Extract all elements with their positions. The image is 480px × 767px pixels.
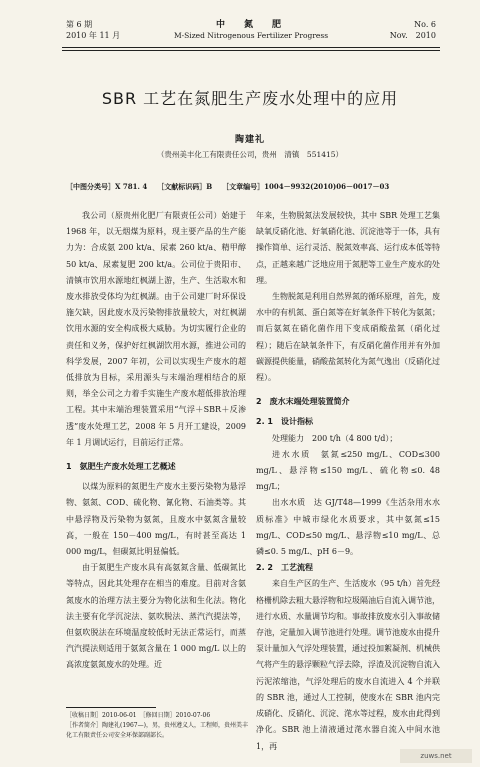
header-rule-thick [62,47,440,48]
journal-name-cn: 中 氮 肥 [215,20,286,30]
section-2-heading: 2 废水末端处理装置简介 [256,397,350,407]
footnote [66,711,251,741]
intro-paragraph: 我公司（原贵州化肥厂有限责任公司）始建于 1968 年，以无烟煤为原料，现主要产品的生产能力为：合成氨 200 kt/a、尿素 260 kt/a、精甲醇 50 kt/a、尿素复肥 200 kt/a。公司位于贵阳市、清镇市饮用水源地红枫湖上游，生产、生活取水和废水排放受体均为红枫湖。由于公司建厂时环保设施欠缺，因此废水及污染物排放量较大，对红枫湖饮用水源的安全构成极大威胁。为切实履行企业的责任和义务，保护好红枫湖饮用水源，推进公司的科学发展，2007 年初，公司以实现生产废水的超低排放为目标，采用源头与末端治理相结合的原则，举全公司之力着手实施生产废水超低排放治理工程。其中末端治理装置采用“气浮＋SBR＋反渗透”废水处理工艺，2008 年 5 月开工建设，2009 年 1 月调试运行，目前运行正常。 [66,211,246,447]
author-affiliation: （贵州美丰化工有限责任公司，贵州 清镇 551415） [156,150,344,159]
date-en: Nov. 2010 [389,31,436,40]
issue-cn: 第 6 期 [66,20,93,29]
footnote-rule [66,707,156,708]
watermark: zuws.net [400,749,472,763]
paragraph: 年来，生物脱氮法发展较快，其中 SBR 处理工艺集缺氧反硝化池、好氧硝化池、沉淀池等于一体，具有操作简单、运行灵活、脱氮效率高、运行成本低等特点，正越来越广泛地应用于氮肥等工业生产废水的处理。 [256,211,440,285]
article-title: SBR 工艺在氮肥生产废水处理中的应用 [101,89,399,108]
paragraph: 由于氮肥生产废水具有高氨氮含量、低碳氮比等特点，因此其处理存在相当的难度。目前对含氨氮废水的治理方法主要分为物化法和生化法。物化法主要有化学沉淀法、氨吹脱法、蒸汽汽提法等，但氨吹脱法在环境温度较低时无法正常运行，而蒸汽汽提法则适用于氨氮含量在 1 000 mg/L 以上的高浓度氨氮废水的处理。近 [66,563,246,670]
article-author: 陶建礼 [234,135,265,145]
running-header [66,17,436,47]
document-code: ［文献标识码］B [157,182,213,191]
classification-line [66,182,436,192]
journal-name-en: M-Sized Nitrogenous Fertilizer Progress [173,31,329,40]
received-dates: ［收稿日期］2010-06-01 ［修回日期］2010-07-06 [66,712,211,719]
right-column [256,208,440,755]
clc-number: ［中图分类号］X 781. 4 [66,182,148,191]
design-capacity: 处理能力 200 t/h（4 800 t/d）； [272,433,398,443]
date-cn: 2010 年 11 月 [66,31,121,40]
paragraph: 生物脱氮是利用自然界氮的循环原理，首先，废水中的有机氮、蛋白氮等在好氧条件下转化为氨氮；而后氨氮在硝化菌作用下变成硝酸盐氮（硝化过程）；随后在缺氧条件下，有反硝化菌作用并有外加碳源提供能量，硝酸盐氮转化为氮气逸出（反硝化过程）。 [256,292,440,383]
paragraph: 以煤为原料的氮肥生产废水主要污染物为悬浮物、氨氮、COD、硫化物、氰化物、石油类等。其中悬浮物及污染物为氨氮，且废水中氨氮含量较高，一般在 150－400 mg/L，有时甚至高达 1 000 mg/L，但碳氮比明显偏低。 [66,482,246,557]
section-1-heading: 1 氨肥生产废水处理工艺概述 [66,462,176,472]
outflow-quality: 出水水质 达 GJ/T48—1999《生活杂用水水质标准》中城市绿化水质要求，其中氨氮≤15 mg/L、COD≤50 mg/L、悬浮物≤10 mg/L、总磷≤0. 5 mg/L、pH 6－9。 [256,498,440,557]
left-column [66,208,246,674]
paragraph: 来自生产区的生产、生活废水（95 t/h）首先经格栅机除去粗大悬浮物和垃圾隔油后自流入调节池，进行水质、水量调节均和。事故排放废水引入事故储存池，定量加入调节池进行处理。调节池废水由提升泵计量加入气浮处理装置，通过投加絮凝剂、机械供气将产生的悬浮颗粒气浮去除，浮渣及沉淀物自流入污泥浓缩池，气浮处理后的废水自流进入 4 个并联的 SBR 池，通过人工控制，使废水在 SBR 池内完成硝化、反硝化、沉淀、滗水等过程，废水由此得到净化。SBR 池上清液通过滗水器自流入中间水池 1，再 [256,579,440,751]
inflow-quality: 进水水质 氨氮≤250 mg/L、COD≤300 mg/L、悬浮物≤150 mg/L、硫化物≤0. 48 mg/L； [256,449,440,492]
author-bio: ［作者简介］陶建礼(1967—)，男，贵州遵义人，工程师，贵州美丰化工有限责任公司安全环保部副部长。 [66,722,248,739]
issue-no-en: No. 6 [414,20,436,29]
article-number: ［文章编号］1004－9932(2010)06－0017－03 [222,182,390,191]
header-rule-thin [62,50,440,51]
subsection-2-1-heading: 2. 1 设计指标 [256,417,313,427]
subsection-2-2-heading: 2. 2 工艺流程 [256,563,313,573]
